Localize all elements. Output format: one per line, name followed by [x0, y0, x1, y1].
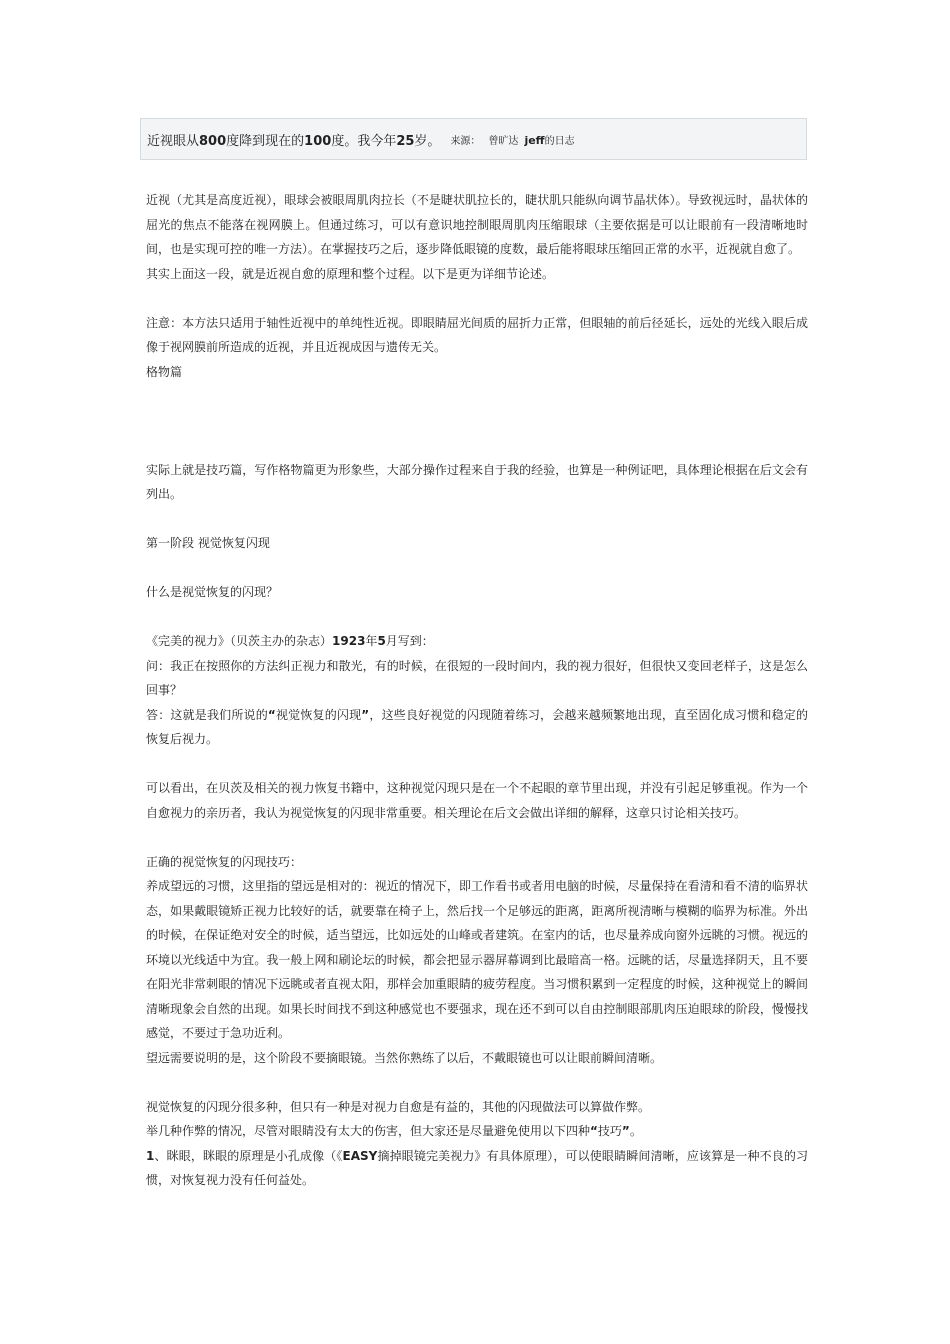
text: 月写到： — [385, 634, 434, 648]
source-author[interactable]: 曾旷达 — [488, 135, 519, 147]
paragraph — [146, 629, 808, 654]
text: 答：这就是我们所说的 — [146, 707, 268, 722]
source-suffix: 的日志 — [544, 135, 575, 147]
month: 5 — [377, 634, 386, 648]
text: 、眯眼，眯眼的原理是小孔成像（《 — [154, 1148, 343, 1163]
paragraph: 望远需要说明的是，这个阶段不要摘眼镜。当然你熟练了以后，不戴眼镜也可以让眼前瞬间清晰。 — [146, 1050, 663, 1065]
paragraph: 问：我正在按照你的方法纠正视力和散光，有的时候，在很短的一段时间内，我的视力很好，但很快又变回老样子，这是怎么回事？ — [146, 658, 808, 697]
paragraph — [146, 1144, 808, 1193]
quote-mark: “ — [267, 707, 276, 722]
title-text: 岁。 — [414, 133, 441, 149]
section-heading: 第一阶段 视觉恢复闪现 — [146, 536, 270, 550]
paragraph: 正确的视觉恢复的闪现技巧： — [146, 854, 303, 869]
text: 技巧 — [597, 1124, 622, 1138]
title-number: 25 — [396, 133, 415, 149]
book-title-word: EASY — [342, 1148, 378, 1163]
source-line — [450, 132, 574, 147]
article-body — [146, 188, 808, 1193]
paragraph: 近视（尤其是高度近视），眼球会被眼周肌肉拉长（不是睫状肌拉长的，睫状肌只能纵向调节晶状体）。导致视远时，晶状体的屈光的焦点不能落在视网膜上。但通过练习，可以有意识地控制眼周肌肉压缩眼球（主要依据是可以让眼前有一段清晰地时间，也是实现可控的唯一方法）。在掌握技巧之后，逐步降低眼镜的度数，最后能将眼球压缩回正常的水平，近视就自愈了。 — [146, 193, 808, 256]
text: 年 — [365, 634, 378, 648]
quote-mark: ” — [621, 1124, 630, 1138]
text: ，这些良好视觉的闪现随着练习，会越来越频繁地出现，直至固化成习惯和稳定的恢复后视力。 — [146, 707, 808, 746]
title-text: 度。我今年 — [331, 133, 397, 149]
paragraph: 养成望远的习惯，这里指的望远是相对的：视近的情况下，即工作看书或者用电脑的时候，尽量保持在看清和看不清的临界状态，如果戴眼镜矫正视力比较好的话，就要靠在椅子上，然后找一个足够远的距离，距离所视清晰与模糊的临界为标准。外出的时候，在保证绝对安全的时候，适当望远，比如远处的山峰或者建筑。在室内的话，也尽量养成向窗外远眺的习惯。视远的环境以光线适中为宜。我一般上网和刷论坛的时候，都会把显示器屏幕调到比最暗高一格。远眺的话，尽量选择阴天，且不要在阳光非常刺眼的情况下远眺或者直视太阳，那样会加重眼睛的疲劳程度。当习惯积累到一定程度的时候，这种视觉上的瞬间清晰现象会自然的出现。如果长时间找不到这种感觉也不要强求，现在还不到可以自由控制眼部肌肉压迫眼球的阶段，慢慢找感觉，不要过于急功近利。 — [146, 879, 808, 1040]
text: 举几种作弊的情况，尽管对眼睛没有太大的伤害，但大家还是尽量避免使用以下四种 — [146, 1124, 591, 1138]
text: 视觉恢复的闪现 — [275, 707, 362, 722]
paragraph: 实际上就是技巧篇，写作格物篇更为形象些，大部分操作过程来自于我的经验，也算是一种例证吧，具体理论根据在后文会有列出。 — [146, 462, 808, 501]
paragraph: 视觉恢复的闪现分很多种，但只有一种是对视力自愈是有益的，其他的闪现做法可以算做作弊。 — [146, 1099, 651, 1114]
title-text: 近视眼从 — [147, 133, 200, 149]
year: 1923 — [332, 634, 366, 648]
title-number: 800 — [199, 133, 227, 149]
paragraph: 可以看出，在贝茨及相关的视力恢复书籍中，这种视觉闪现只是在一个不起眼的章节里出现，并没有引起足够重视。作为一个自愈视力的亲历者，我认为视觉恢复的闪现非常重要。相关理论在后文会做出详细的解释，这章只讨论相关技巧。 — [146, 781, 808, 820]
text: 《完美的视力》（贝茨主办的杂志） — [146, 634, 333, 648]
section-heading: 格物篇 — [146, 364, 183, 379]
paragraph — [146, 1119, 808, 1144]
article-title — [147, 130, 440, 149]
paragraph: 注意：本方法只适用于轴性近视中的单纯性近视。即眼睛屈光间质的屈折力正常，但眼轴的前后径延长，远处的光线入眼后成像于视网膜前所造成的近视，并且近视成因与遗传无关。 — [146, 315, 808, 354]
paragraph: 其实上面这一段，就是近视自愈的原理和整个过程。以下是更为详细节论述。 — [146, 266, 555, 281]
title-text: 度降到现在的 — [226, 133, 305, 149]
article-header — [140, 118, 807, 160]
text: 。 — [629, 1124, 642, 1138]
source-blog-name[interactable]: jeff — [524, 133, 545, 147]
title-number: 100 — [304, 133, 332, 149]
paragraph — [146, 703, 808, 752]
source-label: 来源： — [450, 135, 481, 147]
text: 摘掉眼镜完美视力》有具体原理），可以使眼睛瞬间清晰，应该算是一种不良的习惯，对恢复视力没有任何益处。 — [146, 1148, 808, 1187]
quote-mark: “ — [590, 1124, 598, 1138]
quote-mark: ” — [361, 707, 370, 722]
list-number: 1 — [146, 1148, 155, 1163]
paragraph: 什么是视觉恢复的闪现？ — [146, 585, 279, 599]
